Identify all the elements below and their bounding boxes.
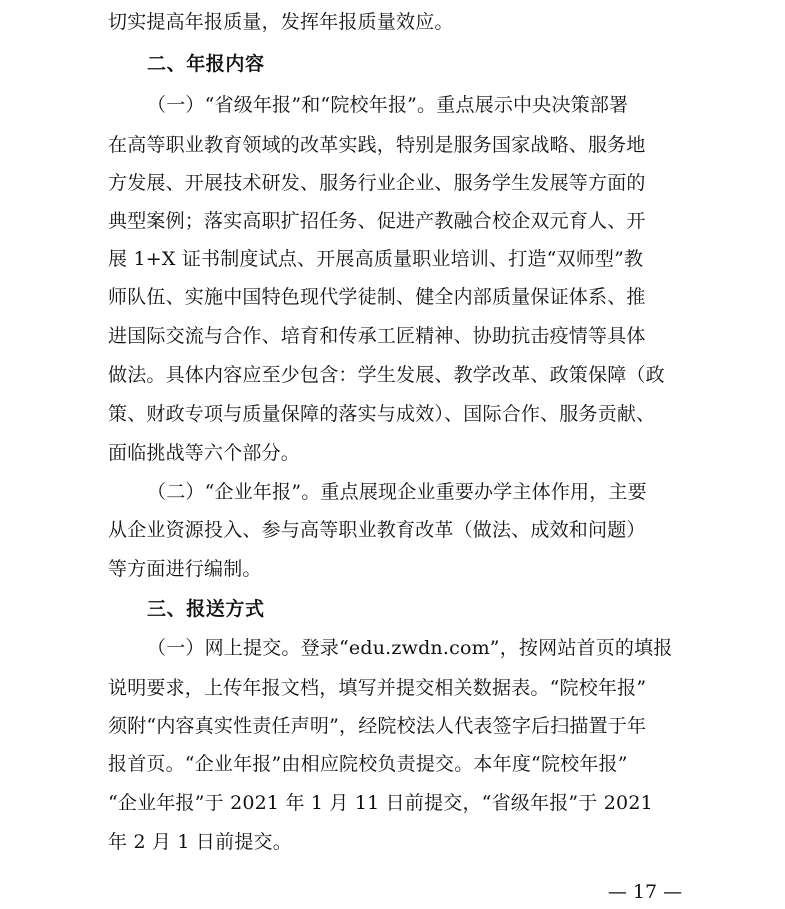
text-line: 须附“内容真实性责任声明”，经院校法人代表签字后扫描置于年 bbox=[108, 715, 647, 737]
page-number: — 17 — bbox=[607, 881, 683, 903]
text-line: 面临挑战等六个部分。 bbox=[108, 442, 301, 464]
text-line: 说明要求，上传年报文档，填写并提交相关数据表。“院校年报” bbox=[108, 677, 647, 699]
text-line: 在高等职业教育领域的改革实践，特别是服务国家战略、服务地 bbox=[108, 134, 646, 156]
text-line: 方发展、开展技术研发、服务行业企业、服务学生发展等方面的 bbox=[108, 172, 646, 194]
text-line: （一）“省级年报”和“院校年报”。重点展示中央决策部署 bbox=[147, 94, 629, 116]
text-line: 做法。具体内容应至少包含：学生发展、教学改革、政策保障（政 bbox=[108, 364, 665, 386]
text-line: 进国际交流与合作、培育和传承工匠精神、协助抗击疫情等具体 bbox=[108, 325, 646, 347]
text-line: 师队伍、实施中国特色现代学徒制、健全内部质量保证体系、推 bbox=[108, 286, 646, 308]
text-line: 策、财政专项与质量保障的落实与成效）、国际合作、服务贡献、 bbox=[108, 403, 656, 425]
section-heading: 三、报送方式 bbox=[147, 598, 265, 620]
text-line: 年 2 月 1 日前提交。 bbox=[108, 831, 292, 853]
section-heading: 二、年报内容 bbox=[147, 53, 265, 75]
text-line: 典型案例；落实高职扩招任务、促进产教融合校企双元育人、开 bbox=[108, 210, 646, 232]
text-line: 展 1+X 证书制度试点、开展高质量职业培训、打造“双师型”教 bbox=[108, 248, 644, 270]
text-line: （一）网上提交。登录“edu.zwdn.com”，按网站首页的填报 bbox=[147, 637, 673, 659]
text-line: 等方面进行编制。 bbox=[108, 558, 262, 580]
text-line: “企业年报”于 2021 年 1 月 11 日前提交，“省级年报”于 2021 bbox=[108, 792, 653, 814]
text-line: 从企业资源投入、参与高等职业教育改革（做法、成效和问题） bbox=[108, 519, 646, 541]
text-line: （二）“企业年报”。重点展现企业重要办学主体作用，主要 bbox=[147, 481, 647, 503]
text-line: 切实提高年报质量，发挥年报质量效应。 bbox=[108, 11, 454, 33]
text-line: 报首页。“企业年报”由相应院校负责提交。本年度“院校年报” bbox=[108, 753, 628, 775]
